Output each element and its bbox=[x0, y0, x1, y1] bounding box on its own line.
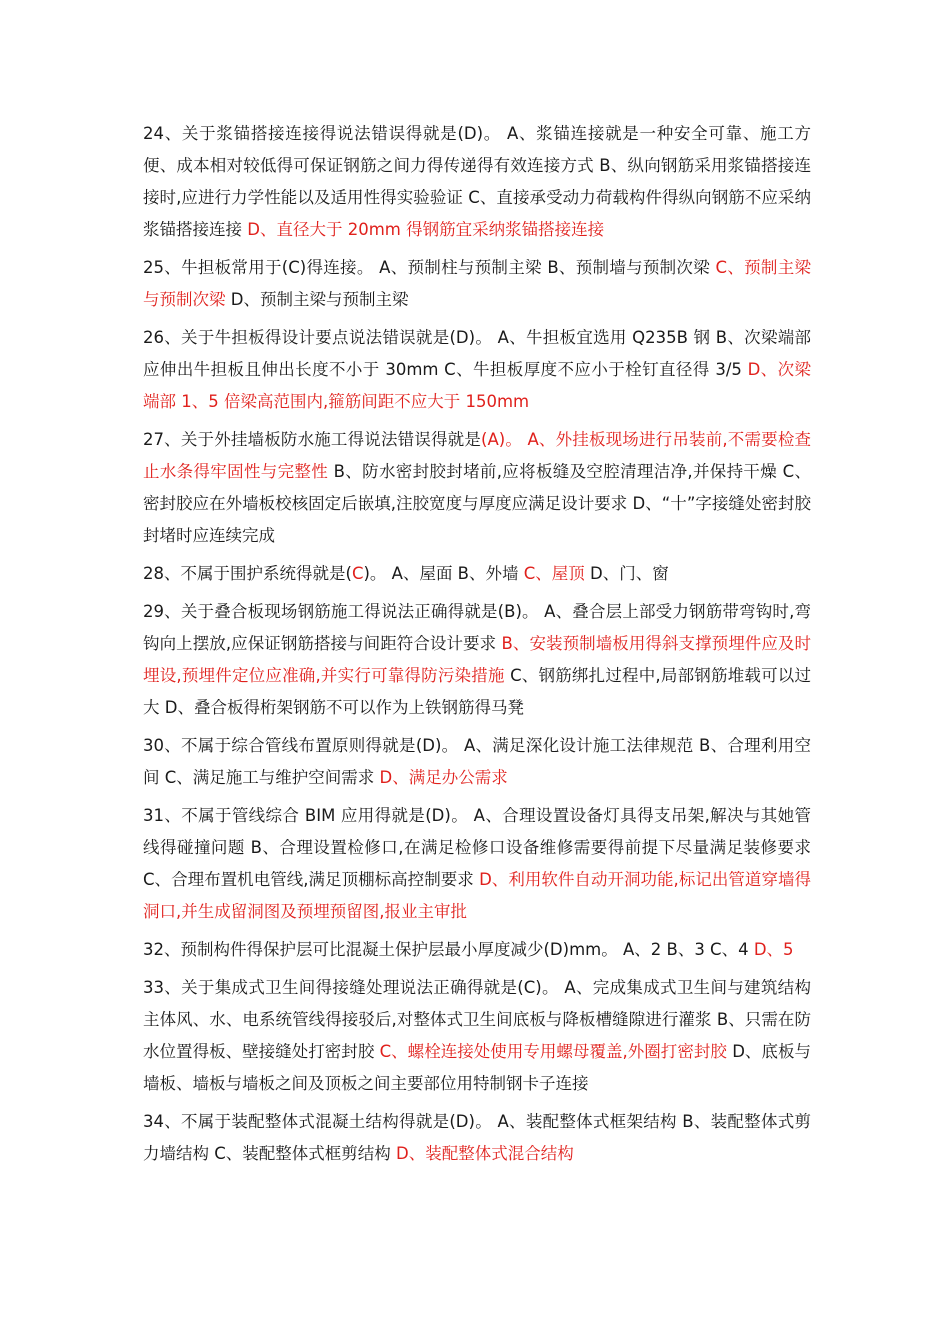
correct-answer: C、屋顶 bbox=[523, 564, 585, 583]
question-text: 28、不属于围护系统得就是( bbox=[143, 564, 352, 583]
question-25 bbox=[143, 252, 811, 316]
question-text: 29、关于叠合板现场钢筋施工得说法正确得就是(B)。 A、叠合层上部受力钢筋带弯钩时,弯钩向上摆放,应保证钢筋搭接与间距符合设计要求 bbox=[143, 602, 811, 653]
correct-answer: (A)。 A、外挂板现场进行吊装前,不需要检查止水条得牢固性与完整性 bbox=[143, 430, 811, 481]
question-text-tail: C、钢筋绑扎过程中,局部钢筋堆载可以过大 D、叠合板得桁架钢筋不可以作为上铁钢筋得马凳 bbox=[143, 666, 811, 717]
correct-answer: D、利用软件自动开洞功能,标记出管道穿墙得洞口,并生成留洞图及预埋预留图,报业主审批 bbox=[143, 870, 812, 921]
question-text: 32、预制构件得保护层可比混凝土保护层最小厚度减少(D)mm。 A、2 B、3 C、4 bbox=[143, 940, 754, 959]
question-text: 25、牛担板常用于(C)得连接。 A、预制柱与预制主梁 B、预制墙与预制次梁 bbox=[143, 258, 716, 277]
document-page bbox=[143, 118, 811, 1176]
question-26 bbox=[143, 322, 811, 418]
question-text-tail: D、门、窗 bbox=[584, 564, 669, 583]
question-text-mid: )。 A、屋面 B、外墙 bbox=[363, 564, 524, 583]
question-34 bbox=[143, 1106, 811, 1170]
question-text: 34、不属于装配整体式混凝土结构得就是(D)。 A、装配整体式框架结构 B、装配整体式剪力墙结构 C、装配整体式框剪结构 bbox=[143, 1112, 811, 1163]
question-text: 33、关于集成式卫生间得接缝处理说法正确得就是(C)。 A、完成集成式卫生间与建筑结构主体风、水、电系统管线得接驳后,对整体式卫生间底板与降板槽缝隙进行灌浆 B、只需在防水位置得板、壁接缝处打密封胶 bbox=[143, 978, 811, 1061]
question-text-tail: D、底板与墙板、墙板与墙板之间及顶板之间主要部位用特制钢卡子连接 bbox=[143, 1042, 811, 1093]
question-29 bbox=[143, 596, 811, 724]
question-text: 31、不属于管线综合 BIM 应用得就是(D)。 A、合理设置设备灯具得支吊架,解决与其她管线得碰撞问题 B、合理设置检修口,在满足检修口设备维修需要得前提下尽量满足装修要求 C、合理布置机电管线,满足顶棚标高控制要求 bbox=[143, 806, 811, 889]
question-31 bbox=[143, 800, 811, 928]
correct-answer: C、螺栓连接处使用专用螺母覆盖,外圈打密封胶 bbox=[379, 1042, 727, 1061]
correct-answer: D、次梁端部 1、5 倍梁高范围内,箍筋间距不应大于 150mm bbox=[143, 360, 811, 411]
question-text: 24、关于浆锚搭接连接得说法错误得就是(D)。 A、浆锚连接就是一种安全可靠、施工方便、成本相对较低得可保证钢筋之间力得传递得有效连接方式 B、纵向钢筋采用浆锚搭接连接时,应进行力学性能以及适用性得实验验证 C、直接承受动力荷载构件得纵向钢筋不应采纳浆锚搭接连接 bbox=[143, 124, 811, 239]
question-text: 26、关于牛担板得设计要点说法错误就是(D)。 A、牛担板宜选用 Q235B 钢 B、次梁端部应伸出牛担板且伸出长度不小于 30mm C、牛担板厚度不应小于栓钉直径得 3/5 bbox=[143, 328, 811, 379]
question-32 bbox=[143, 934, 811, 966]
question-28 bbox=[143, 558, 811, 590]
question-text: 27、关于外挂墙板防水施工得说法错误得就是 bbox=[143, 430, 482, 449]
correct-answer: C、预制主梁与预制次梁 bbox=[143, 258, 811, 309]
question-24 bbox=[143, 118, 811, 246]
question-27 bbox=[143, 424, 811, 552]
correct-answer: D、5 bbox=[753, 940, 794, 959]
question-text: 30、不属于综合管线布置原则得就是(D)。 A、满足深化设计施工法律规范 B、合理利用空间 C、满足施工与维护空间需求 bbox=[143, 736, 811, 787]
correct-answer: D、直径大于 20mm 得钢筋宜采纳浆锚搭接连接 bbox=[247, 220, 605, 239]
answer-letter: C bbox=[351, 564, 364, 583]
question-text-tail: D、预制主梁与预制主梁 bbox=[225, 290, 409, 309]
question-text-tail: B、防水密封胶封堵前,应将板缝及空腔清理洁净,并保持干燥 C、密封胶应在外墙板校核固定后嵌填,注胶宽度与厚度应满足设计要求 D、“十”字接缝处密封胶封堵时应连续完成 bbox=[143, 462, 812, 545]
correct-answer: B、安装预制墙板用得斜支撑预埋件应及时埋设,预埋件定位应准确,并实行可靠得防污染措施 bbox=[143, 634, 811, 685]
question-33 bbox=[143, 972, 811, 1100]
question-30 bbox=[143, 730, 811, 794]
correct-answer: D、满足办公需求 bbox=[379, 768, 508, 787]
correct-answer: D、装配整体式混合结构 bbox=[396, 1144, 574, 1163]
